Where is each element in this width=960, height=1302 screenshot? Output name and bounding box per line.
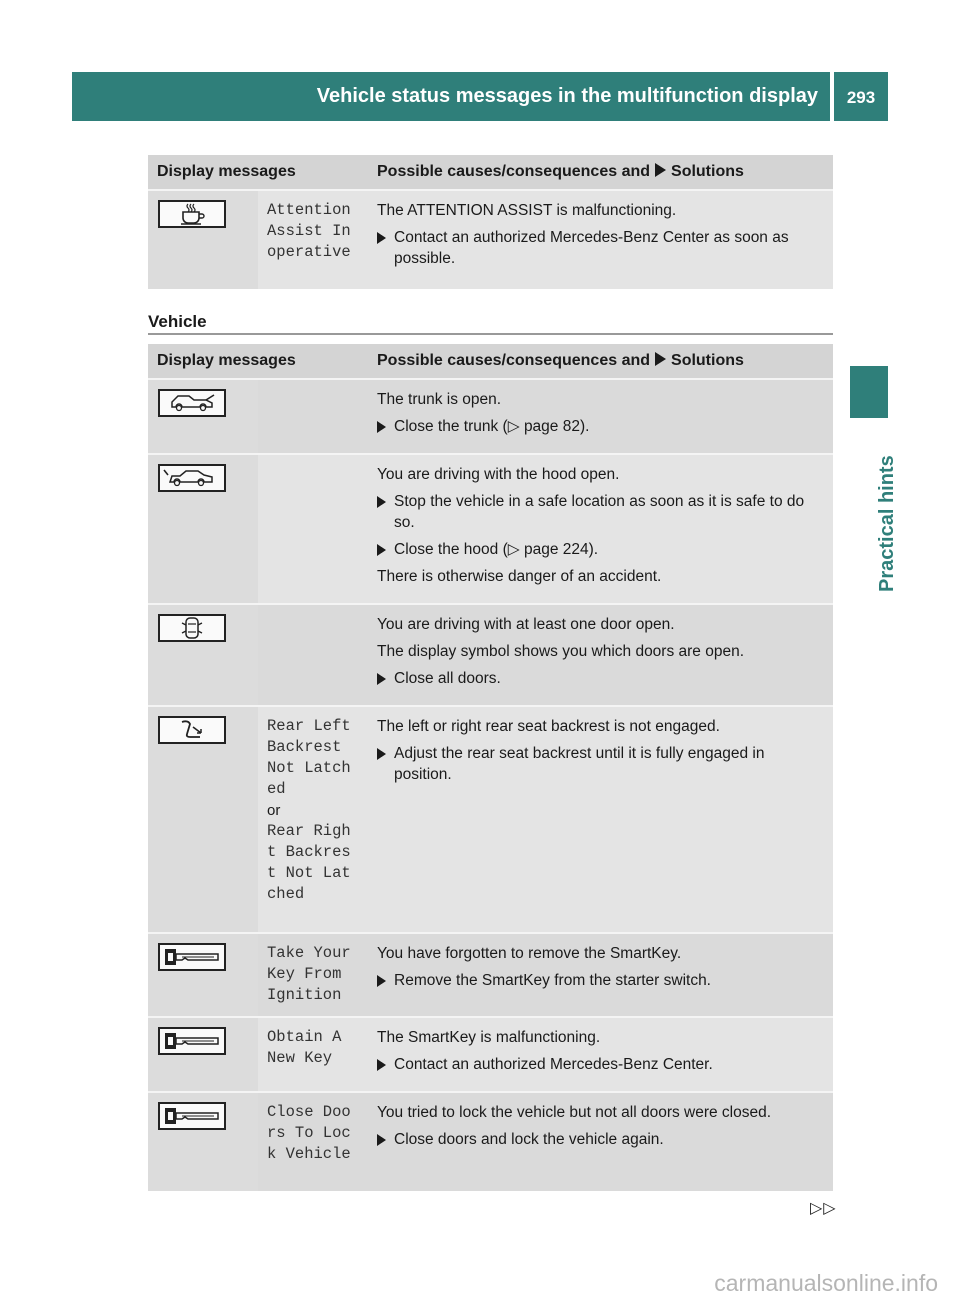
section-title: Vehicle [148, 312, 207, 331]
step-arrow-icon [377, 421, 386, 433]
solution-step: Contact an authorized Mercedes-Benz Center. [377, 1054, 824, 1075]
attention-assist-table [148, 155, 833, 289]
table-row [148, 379, 833, 454]
display-message: Rear Left Backrest Not Latched or Rear Right Backrest Not Latched [258, 706, 368, 933]
door-open-icon [158, 614, 226, 642]
step-arrow-icon [377, 975, 386, 987]
trunk-open-icon [158, 389, 226, 417]
seat-backrest-icon [158, 716, 226, 744]
solution-step: Close the trunk (▷ page 82). [377, 416, 824, 437]
or-label: or [267, 802, 281, 819]
header-title: Vehicle status messages in the multifunction display [316, 85, 818, 107]
table-row [148, 1017, 833, 1092]
cause-text: The ATTENTION ASSIST is malfunctioning. [377, 202, 677, 219]
table-row [148, 933, 833, 1017]
table-row [148, 604, 833, 706]
cause-text: The SmartKey is malfunctioning. [377, 1029, 601, 1046]
cause-text: The left or right rear seat backrest is not engaged. [377, 718, 720, 735]
smartkey-icon [158, 1102, 226, 1130]
table-row [148, 454, 833, 604]
continue-marker: ▷▷ [810, 1200, 837, 1217]
step-arrow-icon [377, 232, 386, 244]
step-arrow-icon [377, 1134, 386, 1146]
step-arrow-icon [377, 748, 386, 760]
table-row [148, 190, 833, 289]
display-message [258, 604, 368, 706]
step-arrow-icon [377, 544, 386, 556]
side-tab-marker [850, 366, 888, 418]
display-message: Attention Assist Inoperative [258, 190, 368, 289]
cause-text: The trunk is open. [377, 391, 502, 408]
step-arrow-icon [377, 673, 386, 685]
solution-step: Close all doors. [377, 668, 824, 689]
cause-text: You tried to lock the vehicle but not all doors were closed. [377, 1104, 772, 1121]
side-tab-label: Practical hints [876, 455, 898, 592]
page-header [72, 72, 888, 121]
page-number: 293 [846, 88, 876, 107]
hood-open-icon [158, 464, 226, 492]
cause-text: You have forgotten to remove the SmartKey. [377, 945, 682, 962]
arrow-icon [655, 163, 666, 177]
col-display-messages: Display messages [148, 155, 368, 190]
table-row [148, 706, 833, 933]
display-message: Close Doors To Lock Vehicle [258, 1092, 368, 1191]
col-causes-solutions: Possible causes/consequences and Solutions [368, 155, 833, 190]
solution-step: Adjust the rear seat backrest until it is fully engaged in position. [377, 743, 824, 785]
solution-step: Close doors and lock the vehicle again. [377, 1129, 824, 1150]
solution-step: Close the hood (▷ page 224). [377, 539, 824, 560]
display-message [258, 379, 368, 454]
page-number-box [834, 72, 888, 121]
cause-text: You are driving with the hood open. [377, 466, 620, 483]
display-message: Take Your Key From Ignition [258, 933, 368, 1017]
section-divider [148, 333, 833, 335]
step-arrow-icon [377, 496, 386, 508]
solution-step: Stop the vehicle in a safe location as soon as it is safe to do so. [377, 491, 824, 533]
vehicle-messages-table [148, 344, 833, 1191]
warning-text: There is otherwise danger of an accident. [377, 568, 662, 585]
header-title-box [72, 72, 830, 121]
attention-assist-coffee-icon [158, 200, 226, 228]
smartkey-icon [158, 1027, 226, 1055]
arrow-icon [655, 352, 666, 366]
solution-step: Remove the SmartKey from the starter switch. [377, 970, 824, 991]
display-message [258, 454, 368, 604]
cause-text: The display symbol shows you which doors are open. [377, 643, 745, 660]
step-arrow-icon [377, 1059, 386, 1071]
table-row [148, 1092, 833, 1191]
watermark-text: carmanualsonline.info [714, 1270, 938, 1296]
col-display-messages: Display messages [148, 344, 368, 379]
solution-step: Contact an authorized Mercedes-Benz Center as soon as possible. [377, 227, 824, 269]
smartkey-icon [158, 943, 226, 971]
col-causes-solutions: Possible causes/consequences and Solutions [368, 344, 833, 379]
cause-text: You are driving with at least one door open. [377, 616, 675, 633]
display-message: Obtain A New Key [258, 1017, 368, 1092]
